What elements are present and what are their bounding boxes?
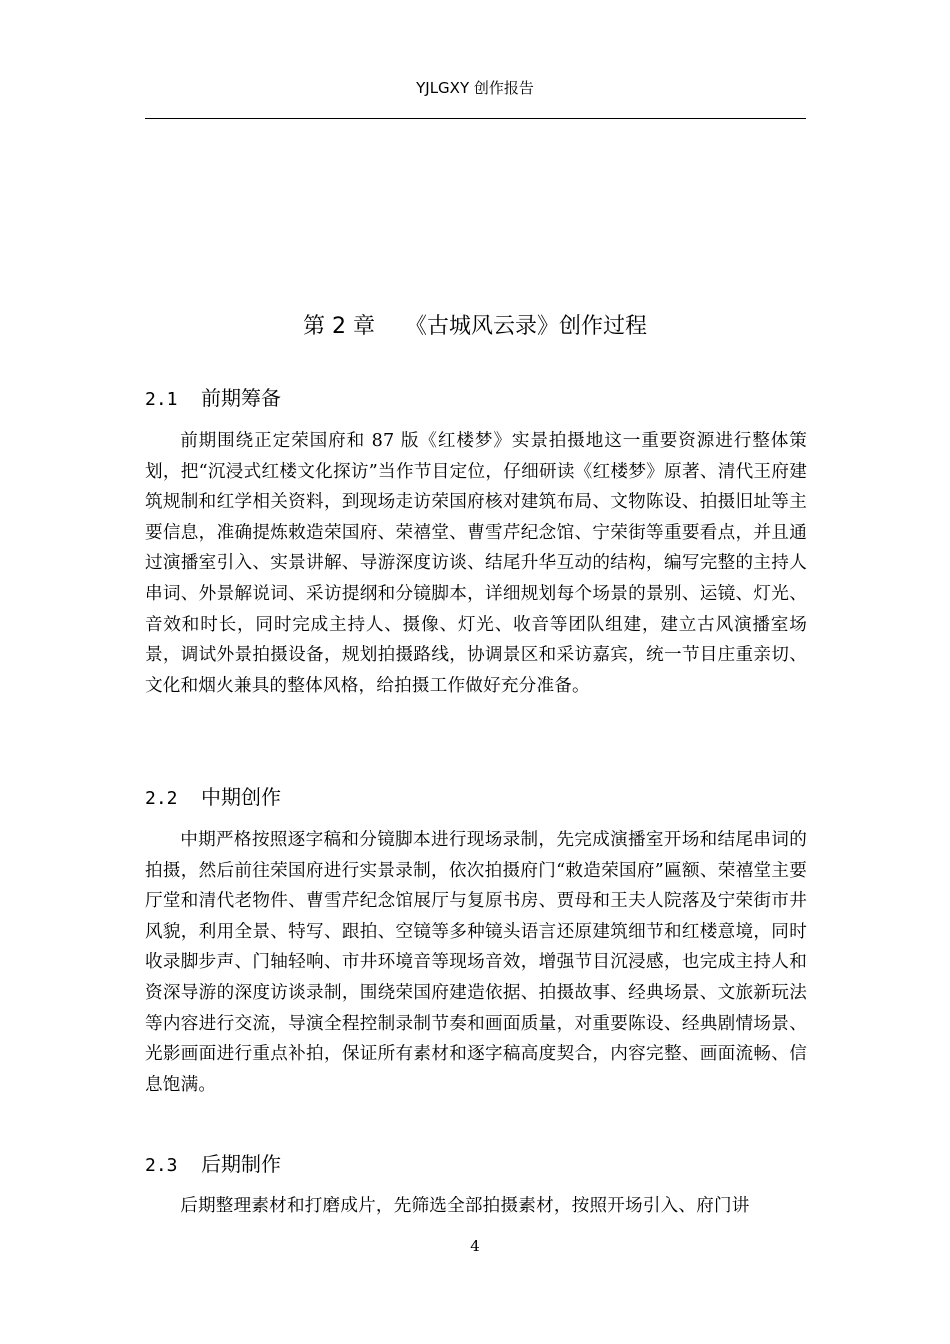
section-title: 后期制作 — [201, 1152, 281, 1176]
running-header: YJLGXY 创作报告 — [416, 79, 534, 97]
section-2-2-paragraph: 中期严格按照逐字稿和分镜脚本进行现场录制，先完成演播室开场和结尾串词的拍摄，然后前往荣国府进行实景录制，依次拍摄府门“敕造荣国府”匾额、荣禧堂主要厅堂和清代老物件、曹雪芹纪念馆展厅与复原书房、贾母和王夫人院落及宁荣街市井风貌，利用全景、特写、跟拍、空镜等多种镜头语言还原建筑细节和红楼意境，同时收录脚步声、门轴轻响、市井环境音等现场音效，增强节目沉浸感，也完成主持人和资深导游的深度访谈录制，围绕荣国府建造依据、拍摄故事、经典场景、文旅新玩法等内容进行交流，导演全程控制录制节奏和画面质量，对重要陈设、经典剧情场景、光影画面进行重点补拍，保证所有素材和逐字稿高度契合，内容完整、画面流畅、信息饱满。 — [145, 830, 807, 1095]
page-number: 4 — [470, 1237, 480, 1255]
section-number: 2.1 — [145, 389, 178, 410]
section-number: 2.3 — [145, 1155, 178, 1176]
chapter-title — [145, 312, 805, 342]
section-title: 前期筹备 — [201, 386, 281, 410]
header-divider — [145, 118, 806, 119]
chapter-name: 《古城风云录》创作过程 — [404, 314, 647, 339]
chapter-number: 第 2 章 — [303, 314, 375, 339]
section-heading-2-2 — [145, 783, 805, 813]
section-2-3-paragraph: 后期整理素材和打磨成片，先筛选全部拍摄素材，按照开场引入、府门讲 — [180, 1196, 750, 1216]
section-2-1-paragraph: 前期围绕正定荣国府和 87 版《红楼梦》实景拍摄地这一重要资源进行整体策划，把“沉浸式红楼文化探访”当作节目定位，仔细研读《红楼梦》原著、清代王府建筑规制和红学相关资料，到现场走访荣国府核对建筑布局、文物陈设、拍摄旧址等主要信息，准确提炼敕造荣国府、荣禧堂、曹雪芹纪念馆、宁荣街等重要看点，并且通过演播室引入、实景讲解、导游深度访谈、结尾升华互动的结构，编写完整的主持人串词、外景解说词、采访提纲和分镜脚本，详细规划每个场景的景别、运镜、灯光、音效和时长，同时完成主持人、摄像、灯光、收音等团队组建，建立古风演播室场景，调试外景拍摄设备，规划拍摄路线，协调景区和采访嘉宾，统一节目庄重亲切、文化和烟火兼具的整体风格，给拍摄工作做好充分准备。 — [145, 431, 807, 696]
section-title: 中期创作 — [201, 785, 281, 809]
section-number: 2.2 — [145, 788, 178, 809]
section-heading-2-1 — [145, 384, 805, 414]
section-heading-2-3 — [145, 1150, 805, 1180]
